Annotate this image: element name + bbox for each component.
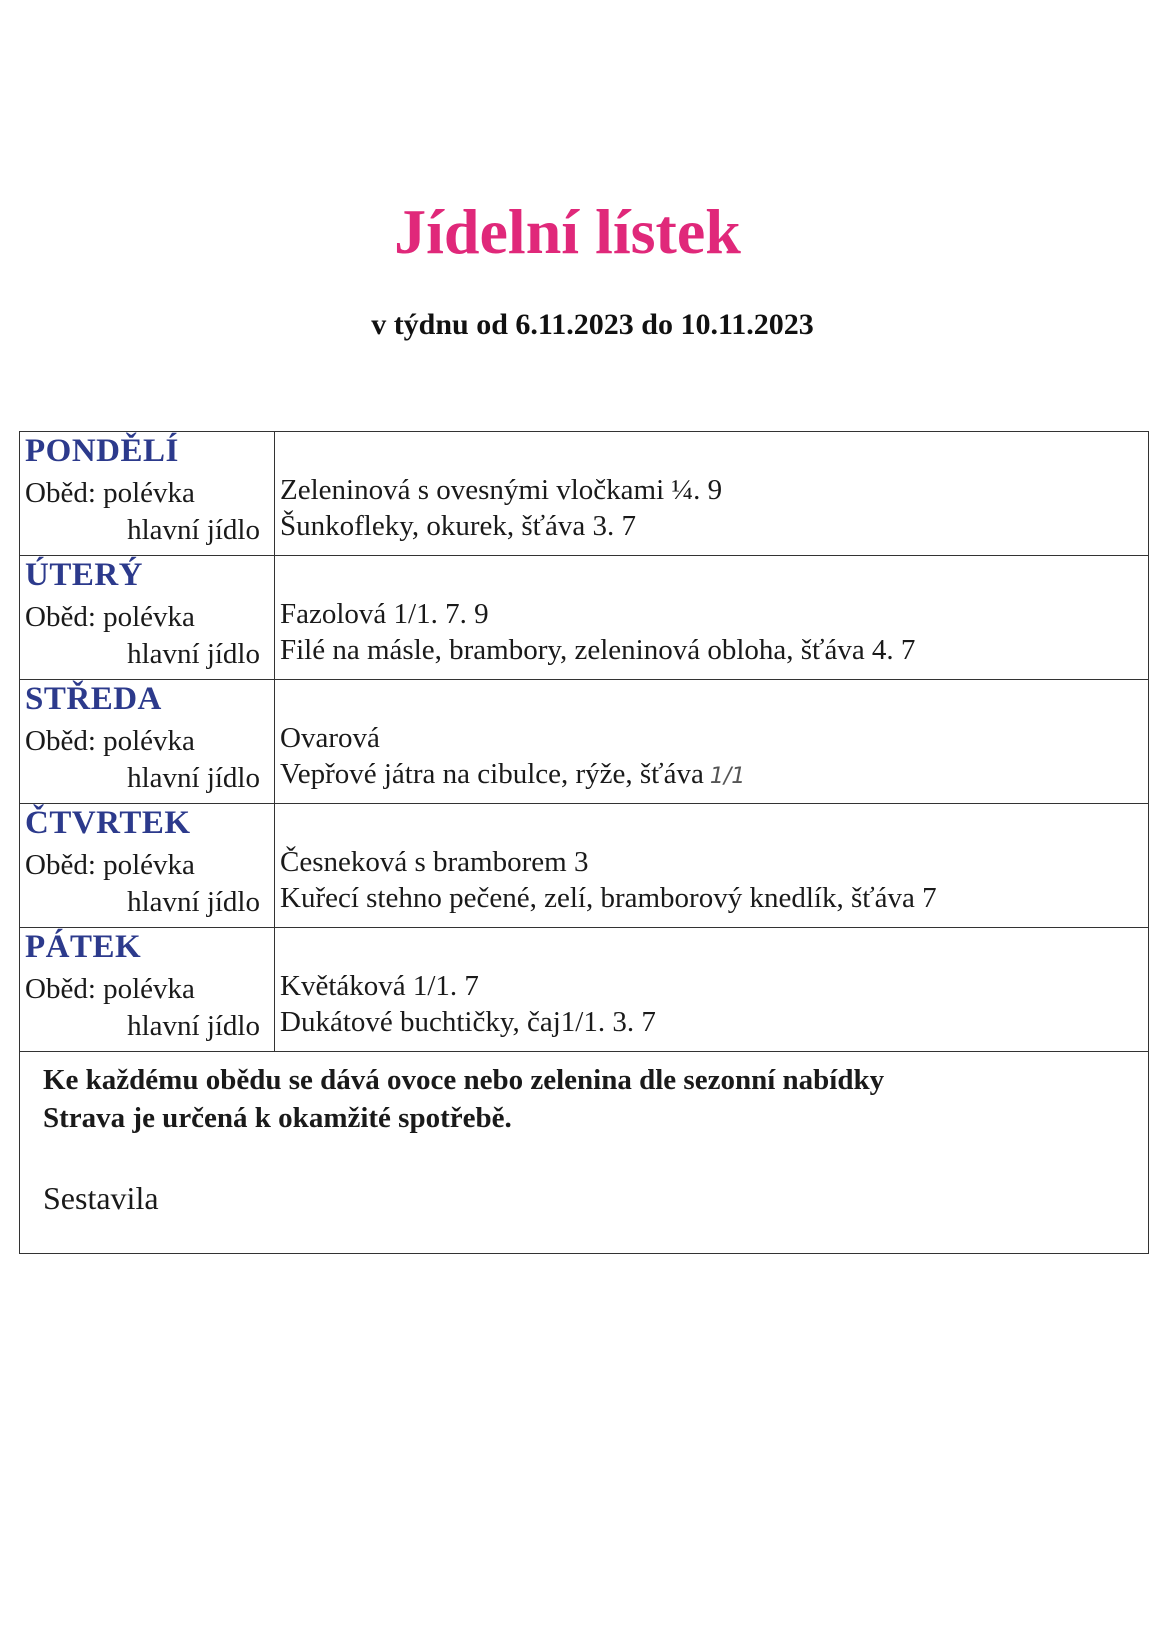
day-row-tuesday — [20, 556, 1148, 680]
lunch-soup-label: Oběd: polévka — [25, 477, 195, 509]
main-course-label: hlavní jídlo — [127, 638, 260, 670]
main-course-label: hlavní jídlo — [127, 762, 260, 794]
lunch-soup-label: Oběd: polévka — [25, 973, 195, 1005]
lunch-soup-label: Oběd: polévka — [25, 601, 195, 633]
menu-table — [19, 431, 1149, 1254]
soup-item: Květáková 1/1. 7 — [280, 970, 479, 1002]
lunch-soup-label: Oběd: polévka — [25, 849, 195, 881]
day-row-monday — [20, 432, 1148, 556]
day-name: ČTVRTEK — [25, 805, 191, 841]
day-name: PONDĚLÍ — [25, 433, 179, 469]
main-dish-item: Filé na másle, brambory, zeleninová obloha, šťáva 4. 7 — [280, 634, 916, 666]
day-row-friday — [20, 928, 1148, 1052]
menu-title: Jídelní lístek — [394, 196, 741, 267]
day-label-cell — [20, 928, 275, 1051]
soup-item: Zeleninová s ovesnými vločkami ¼. 9 — [280, 474, 723, 506]
main-dish-line — [280, 760, 745, 789]
day-label-cell — [20, 432, 275, 555]
handwritten-allergen-note: 1/1 — [709, 764, 746, 789]
day-row-wednesday — [20, 680, 1148, 804]
main-course-label: hlavní jídlo — [127, 1010, 260, 1042]
lunch-soup-label: Oběd: polévka — [25, 725, 195, 757]
day-label-cell — [20, 680, 275, 803]
soup-item: Česneková s bramborem 3 — [280, 846, 589, 878]
footer-notes — [20, 1052, 1148, 1252]
day-label-cell — [20, 804, 275, 927]
day-name: ÚTERÝ — [25, 557, 144, 593]
week-range: v týdnu od 6.11.2023 do 10.11.2023 — [371, 308, 814, 341]
day-label-cell — [20, 556, 275, 679]
main-dish-item: Vepřové játra na cibulce, rýže, šťáva — [280, 758, 704, 790]
main-dish-item: Kuřecí stehno pečené, zelí, bramborový knedlík, šťáva 7 — [280, 882, 937, 914]
main-course-label: hlavní jídlo — [127, 514, 260, 546]
main-course-label: hlavní jídlo — [127, 886, 260, 918]
main-dish-item: Dukátové buchtičky, čaj1/1. 3. 7 — [280, 1006, 656, 1038]
consume-note: Strava je určená k okamžité spotřebě. — [43, 1102, 512, 1134]
signature-label: Sestavila — [43, 1180, 159, 1216]
day-name: PÁTEK — [25, 929, 142, 965]
main-dish-item: Šunkofleky, okurek, šťáva 3. 7 — [280, 510, 637, 542]
day-name: STŘEDA — [25, 681, 162, 717]
day-row-thursday — [20, 804, 1148, 928]
soup-item: Fazolová 1/1. 7. 9 — [280, 598, 489, 630]
soup-item: Ovarová — [280, 722, 380, 754]
fruit-note: Ke každému obědu se dává ovoce nebo zelenina dle sezonní nabídky — [43, 1064, 885, 1096]
